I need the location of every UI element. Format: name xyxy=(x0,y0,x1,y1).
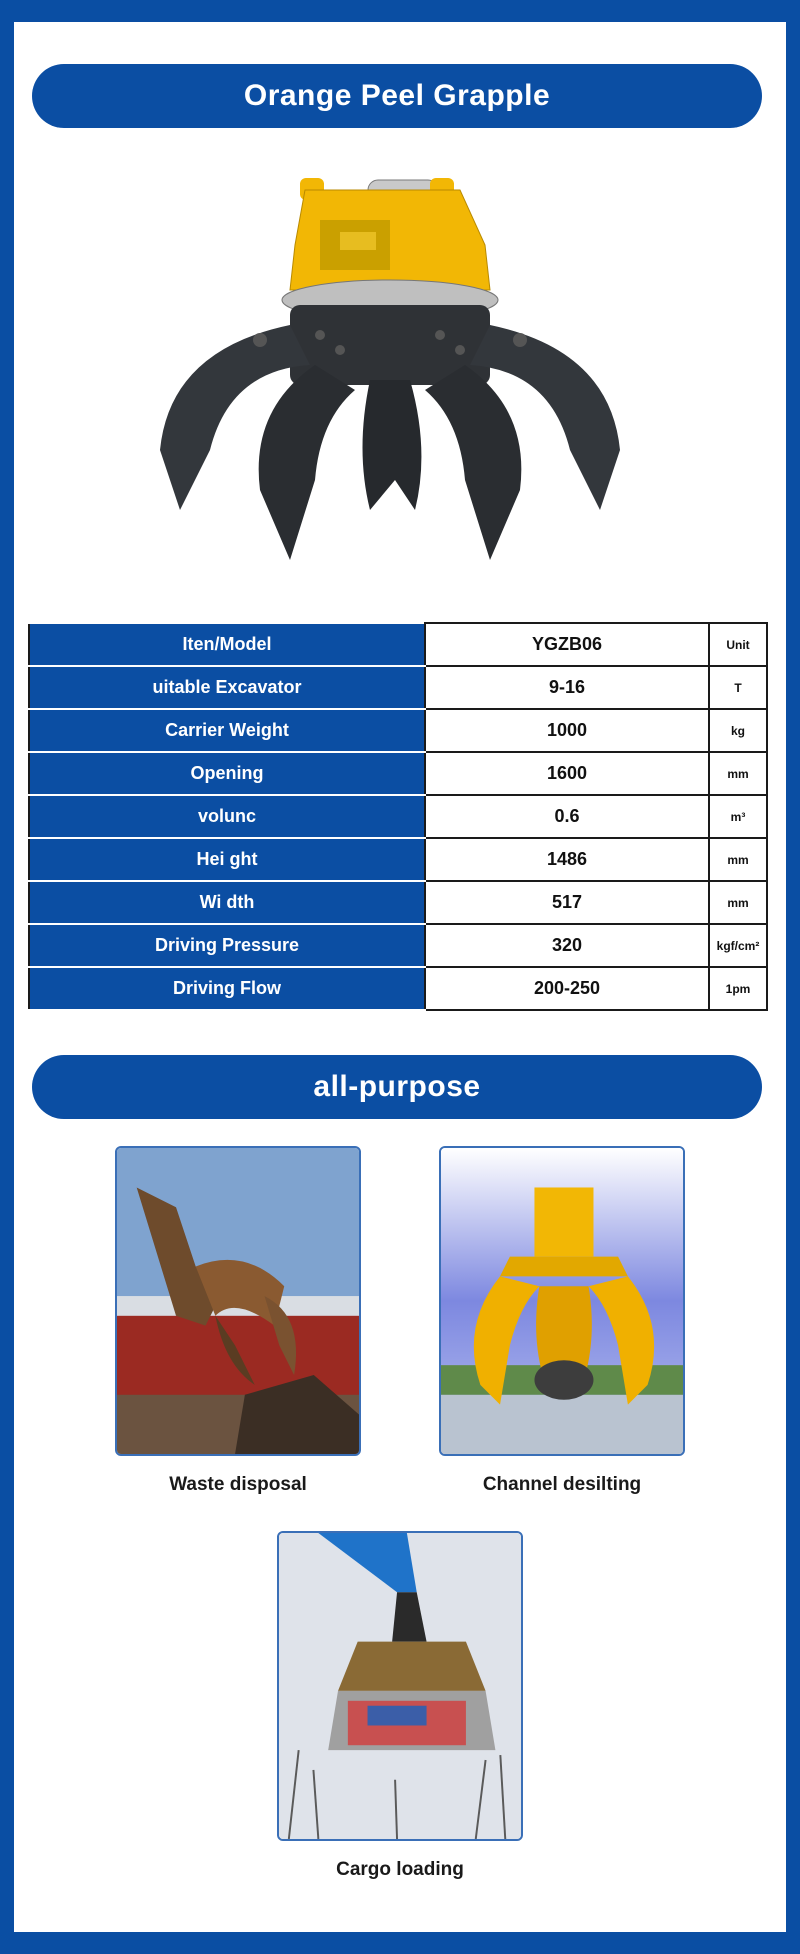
spec-label: Driving Pressure xyxy=(29,924,425,967)
spec-unit: kgf/cm² xyxy=(709,924,767,967)
usecase-caption: Channel desilting xyxy=(482,1474,642,1495)
product-photo xyxy=(140,150,660,590)
table-row xyxy=(29,666,767,709)
purpose-title: all-purpose xyxy=(313,1070,481,1103)
spec-label: Carrier Weight xyxy=(29,709,425,752)
spec-label: Hei ght xyxy=(29,838,425,881)
spec-value: YGZB06 xyxy=(425,623,709,666)
table-row xyxy=(29,752,767,795)
usecase-waste-disposal xyxy=(115,1146,361,1496)
spec-label: Driving Flow xyxy=(29,967,425,1010)
spec-label: uitable Excavator xyxy=(29,666,425,709)
usecase-caption: Cargo loading xyxy=(336,1859,464,1880)
table-row xyxy=(29,709,767,752)
usecase-photo xyxy=(277,1531,523,1841)
spec-unit: m³ xyxy=(709,795,767,838)
table-row xyxy=(29,838,767,881)
spec-value: 0.6 xyxy=(425,795,709,838)
usecase-photo xyxy=(115,1146,361,1456)
spec-unit: mm xyxy=(709,838,767,881)
usecase-photo xyxy=(439,1146,685,1456)
table-row xyxy=(29,924,767,967)
spec-value: 200-250 xyxy=(425,967,709,1010)
table-row xyxy=(29,881,767,924)
table-row xyxy=(29,967,767,1010)
product-title-banner xyxy=(32,64,762,128)
spec-table xyxy=(28,622,768,1011)
spec-value: 320 xyxy=(425,924,709,967)
spec-unit: T xyxy=(709,666,767,709)
spec-unit: mm xyxy=(709,881,767,924)
spec-label: volunc xyxy=(29,795,425,838)
spec-label: Iten/Model xyxy=(29,623,425,666)
product-title: Orange Peel Grapple xyxy=(243,79,551,112)
table-row xyxy=(29,623,767,666)
spec-unit: kg xyxy=(709,709,767,752)
spec-value: 1600 xyxy=(425,752,709,795)
usecase-caption: Waste disposal xyxy=(169,1474,307,1495)
usecase-channel-desilting xyxy=(439,1146,685,1496)
spec-value: 1486 xyxy=(425,838,709,881)
spec-unit: Unit xyxy=(709,623,767,666)
table-row xyxy=(29,795,767,838)
spec-value: 517 xyxy=(425,881,709,924)
purpose-banner xyxy=(32,1055,762,1119)
spec-label: Wi dth xyxy=(29,881,425,924)
spec-label: Opening xyxy=(29,752,425,795)
spec-value: 1000 xyxy=(425,709,709,752)
spec-value: 9-16 xyxy=(425,666,709,709)
spec-unit: mm xyxy=(709,752,767,795)
usecase-cargo-loading xyxy=(277,1531,523,1881)
spec-unit: 1pm xyxy=(709,967,767,1010)
